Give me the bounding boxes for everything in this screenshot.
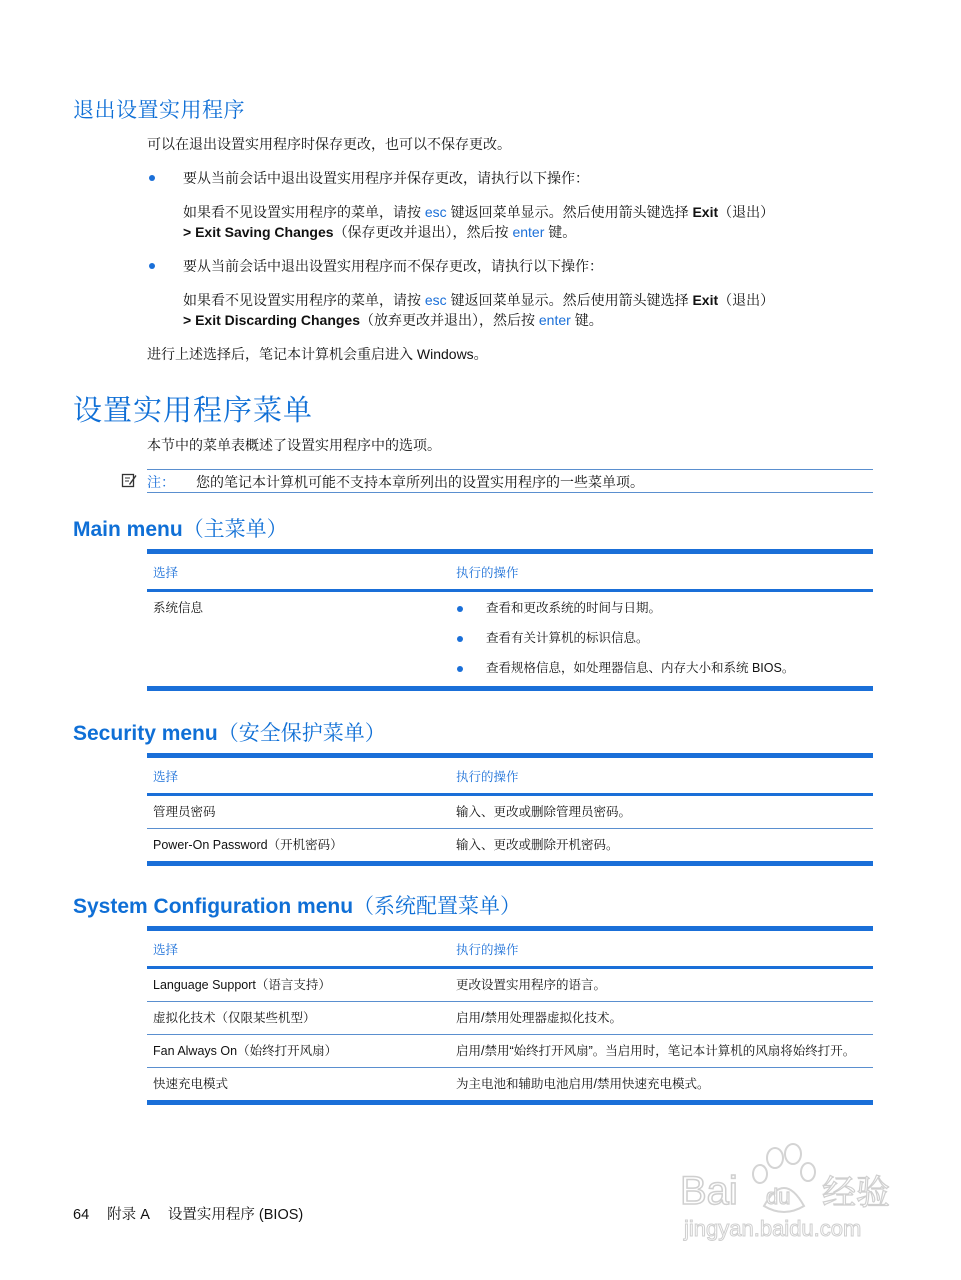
list-item: 查看有关计算机的标识信息。 (456, 630, 867, 647)
svg-text:du: du (766, 1184, 791, 1209)
security-menu-title: Security menu（安全保护菜单） (73, 722, 386, 745)
key-enter: enter (512, 224, 545, 240)
baidu-watermark (680, 1140, 910, 1250)
svg-text:经验: 经验 (822, 1173, 890, 1213)
exit-save-detail: 如果看不见设置实用程序的菜单，请按 esc 键返回菜单显示。然后使用箭头键选择 Exit（退出） > Exit Saving Changes（保存更改并退出），然后按 enter 键。 (183, 204, 775, 240)
bullet-icon (149, 263, 155, 269)
note-text: 您的笔记本计算机可能不支持本章所列出的设置实用程序的一些菜单项。 (196, 474, 644, 490)
sysconfig-menu-table (147, 926, 873, 1105)
footer-chapter: 设置实用程序 (BIOS) (167, 1207, 304, 1223)
column-header-select: 选择 (147, 929, 450, 968)
exit-intro: 可以在退出设置实用程序时保存更改，也可以不保存更改。 (147, 136, 511, 152)
exit-bullet-save: 要从当前会话中退出设置实用程序并保存更改，请执行以下操作： (183, 170, 589, 186)
footer-appendix: 附录 A (107, 1207, 150, 1223)
key-enter: enter (538, 312, 571, 328)
column-header-action: 执行的操作 (450, 756, 873, 795)
column-header-select: 选择 (147, 756, 450, 795)
column-header-select: 选择 (147, 552, 450, 591)
exit-bullet-discard: 要从当前会话中退出设置实用程序而不保存更改，请执行以下操作： (183, 258, 603, 274)
sysconfig-menu-title: System Configuration menu（系统配置菜单） (73, 895, 522, 918)
note-pencil-icon (121, 472, 137, 488)
main-menu-table (147, 549, 873, 691)
table-row: 系统信息 查看和更改系统的时间与日期。 查看有关计算机的标识信息。 查看规格信息，如处理器信息、内存大小和系统 BIOS。 (147, 591, 873, 689)
key-esc: esc (424, 204, 447, 220)
note-label: 注： (147, 474, 175, 490)
table-row: Language Support（语言支持） 更改设置实用程序的语言。 (147, 968, 873, 1002)
table-row: Power-On Password（开机密码） 输入、更改或删除开机密码。 (147, 829, 873, 864)
table-row: 快速充电模式 为主电池和辅助电池启用/禁用快速充电模式。 (147, 1068, 873, 1103)
exit-outro: 进行上述选择后，笔记本计算机会重启进入 Windows。 (147, 346, 488, 362)
exit-discard-detail: 如果看不见设置实用程序的菜单，请按 esc 键返回菜单显示。然后使用箭头键选择 Exit（退出） > Exit Discarding Changes（放弃更改并退出），然后按 enter 键。 (183, 292, 775, 328)
table-row: 管理员密码 输入、更改或删除管理员密码。 (147, 795, 873, 829)
note-box (147, 469, 873, 493)
bullet-icon (149, 175, 155, 181)
page-number: 64 (73, 1207, 90, 1223)
security-menu-table (147, 753, 873, 866)
key-esc: esc (424, 292, 447, 308)
svg-text:jingyan.baidu.com: jingyan.baidu.com (684, 1216, 862, 1241)
column-header-action: 执行的操作 (450, 929, 873, 968)
section-title-menus: 设置实用程序菜单 (73, 395, 314, 427)
table-row: 虚拟化技术（仅限某些机型） 启用/禁用处理器虚拟化技术。 (147, 1002, 873, 1035)
action-list (456, 600, 867, 677)
section-title-exit: 退出设置实用程序 (73, 99, 245, 122)
column-header-action: 执行的操作 (450, 552, 873, 591)
table-row: Fan Always On（始终打开风扇） 启用/禁用“始终打开风扇”。当启用时，笔记本计算机的风扇将始终打开。 (147, 1035, 873, 1068)
menus-intro: 本节中的菜单表概述了设置实用程序中的选项。 (147, 437, 441, 453)
list-item: 查看和更改系统的时间与日期。 (456, 600, 867, 617)
main-menu-title: Main menu（主菜单） (73, 518, 288, 541)
baidu-paw-icon (680, 1140, 910, 1250)
page-footer (73, 1203, 317, 1224)
svg-text:Bai: Bai (680, 1169, 738, 1213)
list-item: 查看规格信息，如处理器信息、内存大小和系统 BIOS。 (456, 660, 867, 677)
